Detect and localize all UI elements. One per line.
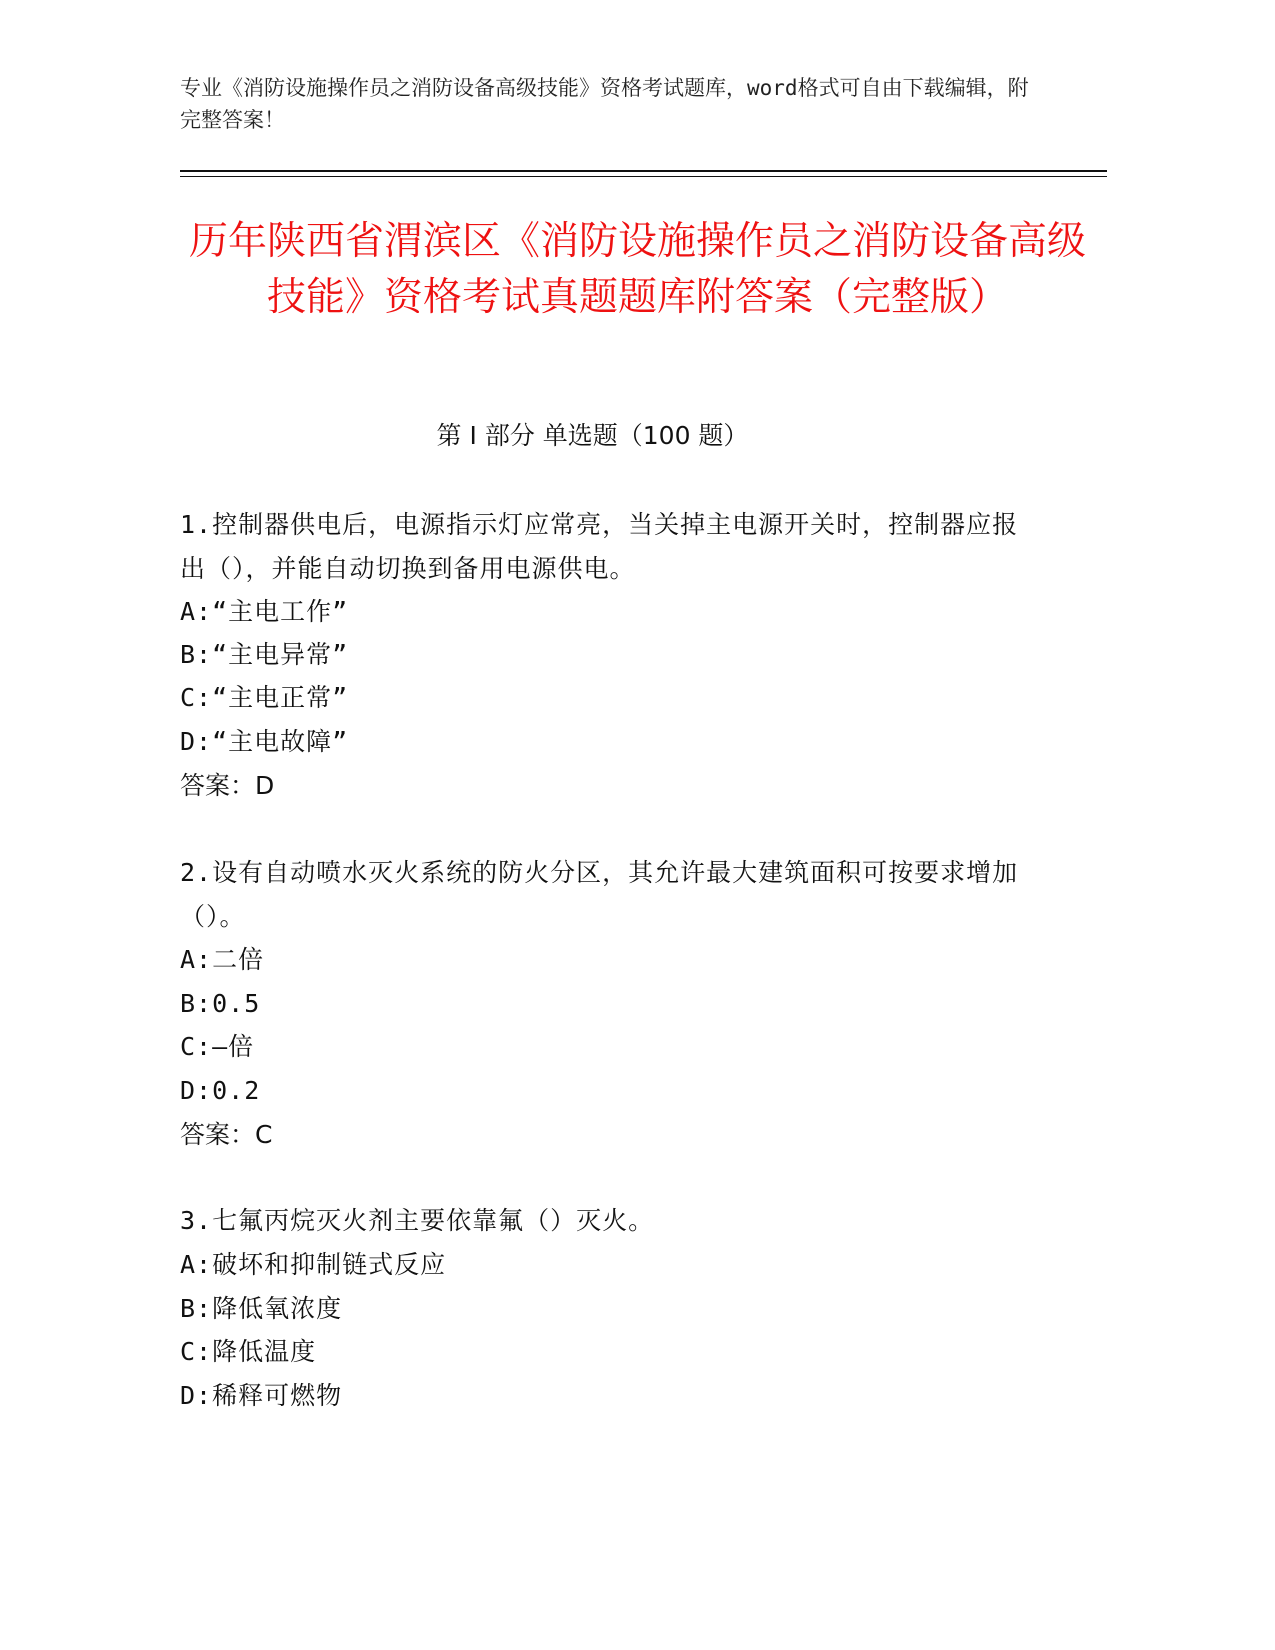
section-heading: 第 I 部分 单选题（100 题） <box>436 421 749 450</box>
question-3-option-a: A:破坏和抑制链式反应 <box>180 1250 447 1279</box>
header-note: 专业《消防设施操作员之消防设备高级技能》资格考试题库，word格式可自由下载编辑，附完整答案！ <box>180 76 1029 132</box>
question-1-text: 1.控制器供电后，电源指示灯应常亮，当关掉主电源开关时，控制器应报出（），并能自动切换到备用电源供电。 <box>180 510 1019 583</box>
document-title: 历年陕西省渭滨区《消防设施操作员之消防设备高级技能》资格考试真题题库附答案（完整版） <box>188 219 1086 320</box>
question-1-option-d: D:“主电故障” <box>180 727 349 756</box>
question-1-answer: 答案：D <box>180 771 275 800</box>
question-3-option-b: B:降低氧浓度 <box>180 1294 343 1323</box>
question-1-option-a: A:“主电工作” <box>180 597 349 626</box>
question-2-option-a: A:二倍 <box>180 945 265 974</box>
header-rule-thin <box>180 176 1107 177</box>
question-3-option-d: D:稀释可燃物 <box>180 1381 343 1410</box>
question-1-option-b: B:“主电异常” <box>180 640 349 669</box>
question-3-option-c: C:降低温度 <box>180 1337 317 1366</box>
question-2-text: 2.设有自动喷水灭火系统的防火分区，其允许最大建筑面积可按要求增加（）。 <box>180 858 1019 931</box>
question-2-option-d: D:0.2 <box>180 1076 261 1105</box>
question-1-option-c: C:“主电正常” <box>180 683 349 712</box>
question-3-text: 3.七氟丙烷灭火剂主要依靠氟（）灭火。 <box>180 1206 655 1235</box>
header-rule-thick <box>180 170 1107 172</box>
question-2-answer: 答案：C <box>180 1120 273 1149</box>
question-2-option-c: C:—倍 <box>180 1032 255 1061</box>
question-2-option-b: B:0.5 <box>180 989 261 1018</box>
